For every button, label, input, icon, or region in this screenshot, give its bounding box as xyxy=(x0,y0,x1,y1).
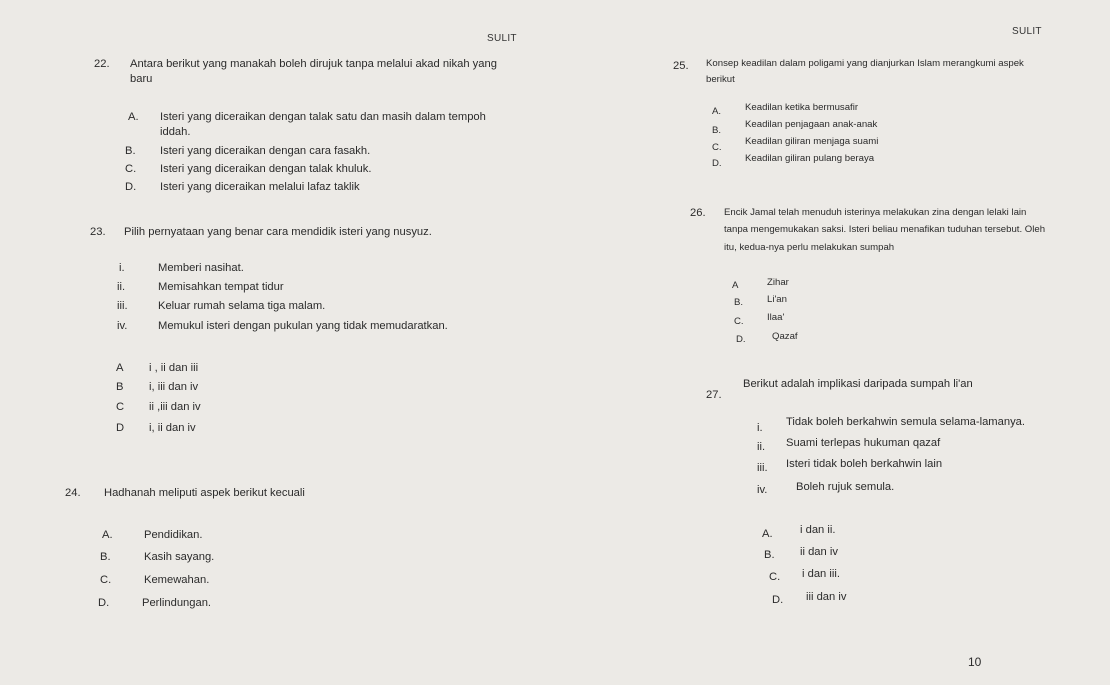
q27-statement-i-text: Tidak boleh berkahwin semula selama-lamanya. xyxy=(786,416,1025,428)
q27-option-c-text: i dan iii. xyxy=(802,568,840,580)
q24-option-d-text: Perlindungan. xyxy=(142,597,212,609)
q25-option-d-text: Keadilan giliran pulang beraya xyxy=(745,153,875,164)
q23-statement-ii-label: ii. xyxy=(117,281,126,293)
q23-number: 23. xyxy=(90,226,106,238)
q24-question: Hadhanah meliputi aspek berikut kecuali xyxy=(104,487,305,499)
q26-option-c-text: Ilaa' xyxy=(767,312,785,323)
q22-option-d-text: Isteri yang diceraikan melalui lafaz taklik xyxy=(160,181,360,193)
q22-option-c-text: Isteri yang diceraikan dengan talak khuluk. xyxy=(160,163,372,175)
q24-option-a-label: A. xyxy=(102,529,113,541)
q26-option-d-label: D. xyxy=(736,334,746,345)
q25-option-c-text: Keadilan giliran menjaga suami xyxy=(745,136,879,147)
q25-option-a-label: A. xyxy=(712,106,722,117)
q26-number: 26. xyxy=(690,207,706,219)
q22-question-line1: Antara berikut yang manakah boleh dirujuk tanpa melalui akad nikah yang xyxy=(130,58,497,70)
q23-option-d-label: D xyxy=(116,422,125,434)
q26-option-c-label: C. xyxy=(734,316,744,327)
header-left-sulit: SULIT xyxy=(487,33,517,44)
q23-option-a-label: A xyxy=(116,362,124,374)
q22-option-a-label: A. xyxy=(128,111,139,123)
q26-question-line2: tanpa mengemukakan saksi. Isteri beliau menafikan tuduhan tersebut. Oleh xyxy=(724,224,1046,235)
q23-statement-iii-text: Keluar rumah selama tiga malam. xyxy=(158,300,326,312)
q23-statement-iii-label: iii. xyxy=(117,300,128,312)
q25-option-d-label: D. xyxy=(712,158,722,169)
q24-option-b-text: Kasih sayang. xyxy=(144,551,215,563)
q22-option-d-label: D. xyxy=(125,181,137,193)
q25-option-a-text: Keadilan ketika bermusafir xyxy=(745,102,859,113)
q27-statement-iv-label: iv. xyxy=(757,484,768,496)
q27-option-a-text: i dan ii. xyxy=(800,524,836,536)
header-right-sulit: SULIT xyxy=(1012,26,1042,37)
q27-statement-ii-label: ii. xyxy=(757,441,766,453)
q27-question: Berikut adalah implikasi daripada sumpah li'an xyxy=(743,378,973,390)
q24-option-b-label: B. xyxy=(100,551,111,563)
q27-option-c-label: C. xyxy=(769,571,781,583)
q27-statement-ii-text: Suami terlepas hukuman qazaf xyxy=(786,437,941,449)
q22-number: 22. xyxy=(94,58,110,70)
q27-statement-iii-text: Isteri tidak boleh berkahwin lain xyxy=(786,458,943,470)
q26-option-b-text: Li'an xyxy=(767,294,787,305)
q23-option-c-label: C xyxy=(116,401,125,413)
q27-statement-iii-label: iii. xyxy=(757,462,768,474)
q23-statement-iv-text: Memukul isteri dengan pukulan yang tidak memudaratkan. xyxy=(158,320,448,332)
q23-statement-i-label: i. xyxy=(119,262,125,274)
q27-statement-iv-text: Boleh rujuk semula. xyxy=(796,481,895,493)
q25-option-b-text: Keadilan penjagaan anak-anak xyxy=(745,119,878,130)
q26-question-line1: Encik Jamal telah menuduh isterinya melakukan zina dengan lelaki lain xyxy=(724,207,1027,218)
q26-option-b-label: B. xyxy=(734,297,744,308)
q27-statement-i-label: i. xyxy=(757,422,763,434)
q24-number: 24. xyxy=(65,487,81,499)
q27-option-d-text: iii dan iv xyxy=(806,591,847,603)
q23-option-b-label: B xyxy=(116,381,124,393)
q27-option-b-text: ii dan iv xyxy=(800,546,838,558)
q22-option-b-label: B. xyxy=(125,145,136,157)
q23-option-c-text: ii ,iii dan iv xyxy=(149,401,201,413)
q27-number: 27. xyxy=(706,389,722,401)
q22-option-c-label: C. xyxy=(125,163,137,175)
q23-statement-i-text: Memberi nasihat. xyxy=(158,262,244,274)
q27-option-d-label: D. xyxy=(772,594,784,606)
q22-option-a-text-line1: Isteri yang diceraikan dengan talak satu dan masih dalam tempoh xyxy=(160,111,486,123)
q26-option-a-label: A xyxy=(732,280,739,291)
q24-option-c-text: Kemewahan. xyxy=(144,574,210,586)
q23-option-d-text: i, ii dan iv xyxy=(149,422,196,434)
q26-question-line3: itu, kedua-nya perlu melakukan sumpah xyxy=(724,242,895,253)
q25-question-line1: Konsep keadilan dalam poligami yang dianjurkan Islam merangkumi aspek xyxy=(706,58,1024,69)
q23-statement-iv-label: iv. xyxy=(117,320,128,332)
q23-statement-ii-text: Memisahkan tempat tidur xyxy=(158,281,284,293)
q23-option-a-text: i , ii dan iii xyxy=(149,362,199,374)
q26-option-d-text: Qazaf xyxy=(772,331,798,342)
q23-option-b-text: i, iii dan iv xyxy=(149,381,199,393)
q24-option-c-label: C. xyxy=(100,574,112,586)
page-number: 10 xyxy=(968,655,982,669)
q26-option-a-text: Zihar xyxy=(767,277,789,288)
q25-option-c-label: C. xyxy=(712,142,722,153)
q27-option-a-label: A. xyxy=(762,528,773,540)
q25-number: 25. xyxy=(673,60,689,72)
q22-option-b-text: Isteri yang diceraikan dengan cara fasakh. xyxy=(160,145,371,157)
q23-question: Pilih pernyataan yang benar cara mendidik isteri yang nusyuz. xyxy=(124,226,432,238)
q25-question-line2: berikut xyxy=(706,74,735,85)
q25-option-b-label: B. xyxy=(712,125,722,136)
q22-question-line2: baru xyxy=(130,73,153,85)
q24-option-d-label: D. xyxy=(98,597,110,609)
q22-option-a-text-line2: iddah. xyxy=(160,126,191,138)
q24-option-a-text: Pendidikan. xyxy=(144,529,203,541)
q27-option-b-label: B. xyxy=(764,549,775,561)
